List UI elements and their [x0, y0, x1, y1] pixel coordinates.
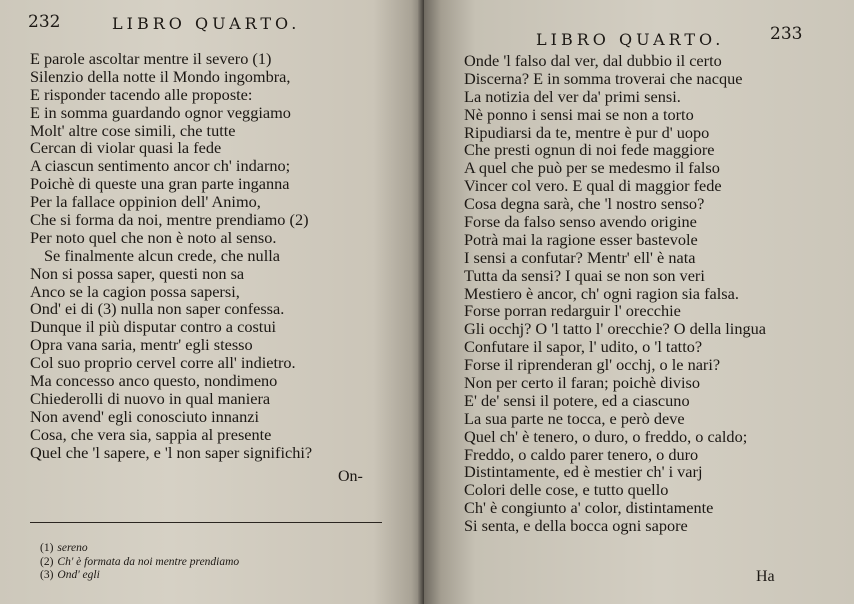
verse-line: Che si forma da noi, mentre prendiamo (2) — [30, 210, 309, 230]
verse-line: Cosa, che vera sia, sappia al presente — [30, 424, 272, 444]
verse-line: Gli occhj? O 'l tatto l' orecchie? O della lingua — [464, 319, 766, 339]
verse-line: La notizia del ver da' primi sensi. — [464, 86, 681, 106]
footnote-2 — [40, 556, 239, 570]
verse-line: Discerna? E in somma troverai che nacque — [464, 68, 743, 88]
verse-line: Molt' altre cose simili, che tutte — [30, 120, 236, 140]
verse-line: Per noto quel che non è noto al senso. — [30, 227, 277, 247]
footnote-marker: (2) — [40, 555, 54, 568]
verse-line: Si senta, e della bocca ogni sapore — [464, 516, 688, 536]
verse-line: Colori delle cose, e tutto quello — [464, 480, 669, 500]
verse-line: Se finalmente alcun crede, che nulla — [44, 245, 280, 265]
verse-line: E parole ascoltar mentre il severo (1) — [30, 49, 272, 68]
verse-line: Tutta da sensi? I quai se non son veri — [464, 265, 705, 285]
verse-line: E' de' sensi il potere, ed a ciascuno — [464, 390, 690, 410]
footnotes — [40, 542, 239, 583]
verse-line: A quel che può per se medesmo il falso — [464, 158, 720, 178]
left-page — [0, 0, 424, 604]
verse-line: Confutare il sapor, l' udito, o 'l tatto? — [464, 337, 703, 357]
verse-line: Silenzio della notte il Mondo ingombra, — [30, 66, 291, 86]
verse-line: Potrà mai la ragione esser bastevole — [464, 229, 698, 249]
footnote-rule — [30, 522, 382, 523]
verse-line: A ciascun sentimento ancor ch' indarno; — [30, 156, 291, 176]
verse-line: Non si possa saper, questi non sa — [30, 263, 245, 283]
verse-line: Vincer col vero. E qual di maggior fede — [464, 176, 722, 196]
footnote-text: Ch' è formata da noi mentre prendiamo — [57, 555, 240, 568]
verse-line: E risponder tacendo alle proposte: — [30, 84, 253, 104]
left-page-number: 232 — [28, 12, 61, 32]
verse-line: Opra vana saria, mentr' egli stesso — [30, 335, 253, 355]
right-running-title: LIBRO QUARTO. — [536, 30, 725, 49]
verse-line: La sua parte ne tocca, e però deve — [464, 408, 685, 428]
verse-line: Cosa degna sarà, che 'l nostro senso? — [464, 194, 705, 214]
verse-line: I sensi a confutar? Mentr' ell' è nata — [464, 247, 696, 267]
verse-line: Ma concesso anco questo, nondimeno — [30, 371, 278, 391]
verse-line: E in somma guardando ognor veggiamo — [30, 102, 291, 122]
verse-line: Forse il riprenderan gl' occhj, o le nari? — [464, 355, 721, 375]
verse-line: Non avend' egli conosciuto innanzi — [30, 406, 260, 426]
left-catchword: On- — [338, 468, 363, 485]
verse-line: Col suo proprio cervel corre all' indietro. — [30, 353, 296, 373]
left-running-title: LIBRO QUARTO. — [112, 14, 301, 33]
verse-line: Chiederolli di nuovo in qual maniera — [30, 388, 271, 408]
verse-line: Forse porran redarguir l' orecchie — [464, 301, 681, 321]
verse-line: Ch' è congiunto a' color, distintamente — [464, 498, 714, 518]
verse-line: Freddo, o caldo parer tenero, o duro — [464, 444, 699, 464]
footnote-3 — [40, 569, 239, 583]
verse-line: Poichè di queste una gran parte inganna — [30, 174, 290, 194]
footnote-text: sereno — [57, 542, 88, 554]
verse-line: Ond' ei di (3) nulla non saper confessa. — [30, 299, 285, 319]
right-catchword: Ha — [756, 568, 775, 585]
verse-line: Ripudiarsi da te, mentre è pur d' uopo — [464, 122, 710, 142]
verse-line: Distintamente, ed è mestier ch' i varj — [464, 462, 703, 482]
verse-line: Quel ch' è tenero, o duro, o freddo, o caldo; — [464, 426, 748, 446]
verse-line: Onde 'l falso dal ver, dal dubbio il certo — [464, 51, 722, 70]
verse-line: Forse da falso senso avendo origine — [464, 212, 697, 232]
left-verse-text — [30, 50, 312, 461]
verse-line: Nè ponno i sensi mai se non a torto — [464, 104, 694, 124]
verse-line: Per la fallace oppinion dell' Animo, — [30, 192, 261, 212]
footnote-text: Ond' egli — [57, 569, 100, 581]
verse-line: Mestiero è ancor, ch' ogni ragion sia falsa. — [464, 283, 739, 303]
right-page — [424, 0, 854, 604]
footnote-1 — [40, 542, 239, 556]
footnote-marker: (3) — [40, 569, 54, 581]
right-verse-text — [464, 52, 766, 535]
verse-line: Dunque il più disputar contro a costui — [30, 317, 276, 337]
verse-line: Non per certo il faran; poichè diviso — [464, 373, 700, 393]
footnote-marker: (1) — [40, 542, 54, 554]
verse-line: Anco se la cagion possa sapersi, — [30, 281, 240, 301]
verse-line: Cercan di violar quasi la fede — [30, 138, 222, 158]
verse-line: Che presti ognun di noi fede maggiore — [464, 140, 715, 160]
right-page-number: 233 — [770, 24, 803, 44]
verse-line: Quel che 'l sapere, e 'l non saper significhi? — [30, 442, 313, 462]
